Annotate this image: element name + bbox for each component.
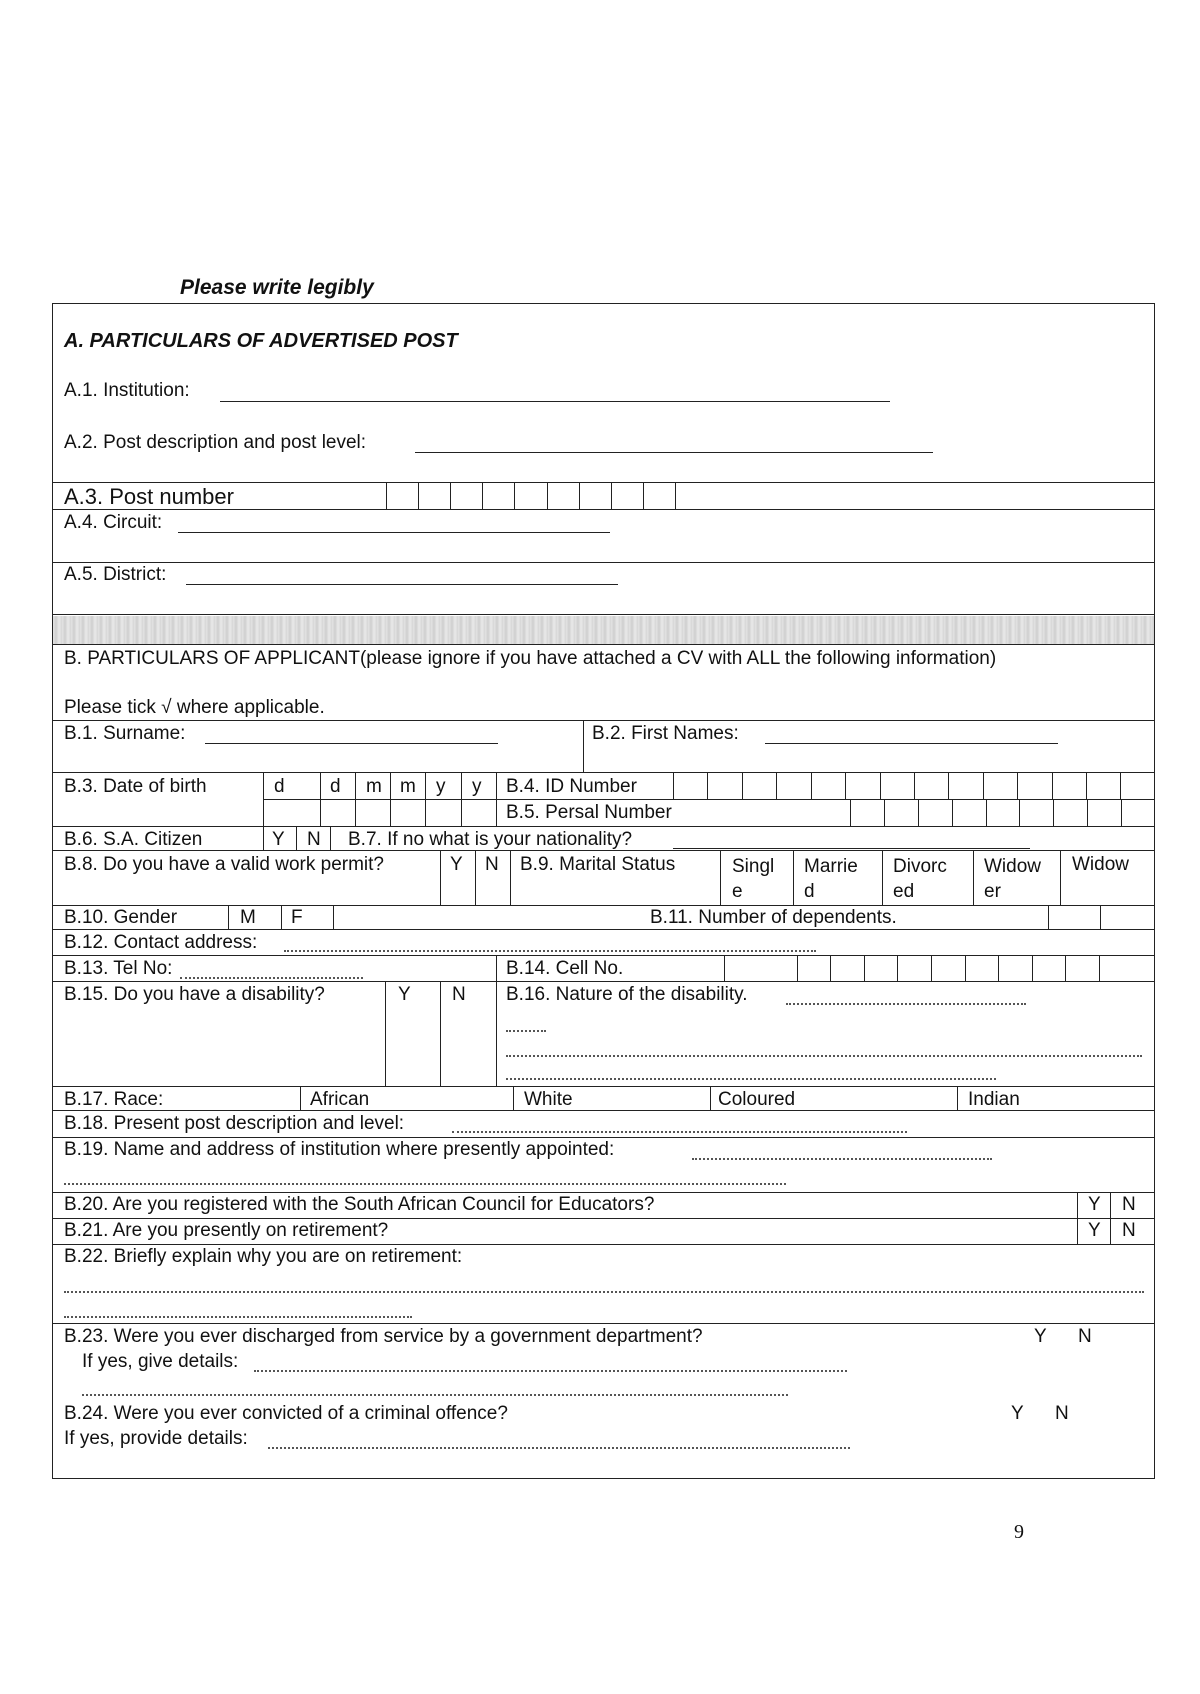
present-post-field[interactable]: [452, 1131, 907, 1133]
sace-yes-box[interactable]: Y: [1088, 1194, 1101, 1215]
institution-label: A.1. Institution:: [64, 380, 190, 401]
post-description-field[interactable]: [415, 452, 933, 453]
nationality-field[interactable]: [673, 848, 1030, 849]
marital-option-divorced[interactable]: Divorc ed: [893, 856, 947, 902]
present-institution-field[interactable]: [692, 1158, 992, 1160]
id-number-boxes[interactable]: [673, 772, 1155, 799]
permit-yes-box[interactable]: Y: [450, 854, 463, 875]
disability-nature-label: B.16. Nature of the disability.: [506, 984, 748, 1005]
marital-status-label: B.9. Marital Status: [520, 854, 676, 875]
permit-no-box[interactable]: N: [485, 854, 499, 875]
circuit-label: A.4. Circuit:: [64, 512, 163, 533]
convicted-no-option[interactable]: N: [1055, 1403, 1069, 1424]
post-number-label: A.3. Post number: [64, 484, 234, 509]
section-divider-band: [53, 616, 1154, 644]
dob-label: B.3. Date of birth: [64, 776, 207, 797]
section-b-heading: B. PARTICULARS OF APPLICANT(please ignore if you have attached a CV with ALL the following information): [64, 648, 997, 669]
dependents-box[interactable]: [1049, 906, 1099, 928]
dob-cell-m1[interactable]: m: [366, 776, 382, 797]
first-names-field[interactable]: [765, 743, 1058, 744]
surname-label: B.1. Surname:: [64, 723, 186, 744]
contact-address-label: B.12. Contact address:: [64, 932, 258, 953]
sace-question: B.20. Are you registered with the South African Council for Educators?: [64, 1194, 655, 1215]
present-institution-label: B.19. Name and address of institution where presently appointed:: [64, 1139, 615, 1160]
retirement-no-box[interactable]: N: [1122, 1220, 1136, 1241]
district-label: A.5. District:: [64, 564, 167, 585]
disability-nature-field[interactable]: [786, 1003, 1026, 1005]
discharged-details-label: If yes, give details:: [82, 1351, 239, 1372]
contact-address-field[interactable]: [284, 950, 816, 952]
discharged-no-option[interactable]: N: [1078, 1326, 1092, 1347]
post-description-label: A.2. Post description and post level:: [64, 432, 367, 453]
retirement-reason-label: B.22. Briefly explain why you are on retirement:: [64, 1246, 463, 1267]
convicted-question: B.24. Were you ever convicted of a criminal offence?: [64, 1403, 508, 1424]
race-option-african[interactable]: African: [310, 1089, 370, 1110]
dob-cell-m2[interactable]: m: [400, 776, 416, 797]
discharged-details-field[interactable]: [254, 1370, 847, 1372]
race-option-coloured[interactable]: Coloured: [718, 1089, 796, 1110]
retirement-question: B.21. Are you presently on retirement?: [64, 1220, 389, 1241]
convicted-details-field[interactable]: [268, 1447, 850, 1449]
citizen-no-box[interactable]: N: [307, 829, 321, 850]
circuit-field[interactable]: [178, 532, 610, 533]
dob-cell-d1[interactable]: d: [274, 776, 285, 797]
first-names-label: B.2. First Names:: [592, 723, 739, 744]
discharged-question: B.23. Were you ever discharged from service by a government department?: [64, 1326, 703, 1347]
nationality-label: B.7. If no what is your nationality?: [348, 829, 633, 850]
race-option-indian[interactable]: Indian: [968, 1089, 1020, 1110]
tel-no-field[interactable]: [180, 977, 363, 979]
marital-option-single[interactable]: Singl e: [732, 856, 775, 902]
dob-cell-y2[interactable]: y: [472, 776, 482, 797]
race-label: B.17. Race:: [64, 1089, 164, 1110]
id-number-label: B.4. ID Number: [506, 776, 637, 797]
post-number-boxes[interactable]: [386, 483, 676, 510]
present-post-label: B.18. Present post description and level:: [64, 1113, 405, 1134]
tel-no-label: B.13. Tel No:: [64, 958, 173, 979]
dob-cell-y1[interactable]: y: [436, 776, 446, 797]
legibility-note: Please write legibly: [180, 276, 374, 299]
citizen-label: B.6. S.A. Citizen: [64, 829, 203, 850]
persal-number-label: B.5. Persal Number: [506, 802, 672, 823]
page-number: 9: [1014, 1521, 1024, 1543]
marital-option-widower[interactable]: Widow er: [984, 856, 1042, 902]
cell-no-boxes[interactable]: [724, 955, 1100, 981]
tick-note: Please tick √ where applicable.: [64, 697, 325, 718]
district-field[interactable]: [186, 584, 618, 585]
discharged-yes-option[interactable]: Y: [1034, 1326, 1047, 1347]
convicted-yes-option[interactable]: Y: [1011, 1403, 1024, 1424]
work-permit-label: B.8. Do you have a valid work permit?: [64, 854, 384, 875]
sace-no-box[interactable]: N: [1122, 1194, 1136, 1215]
disability-yes-box[interactable]: Y: [398, 984, 411, 1005]
retirement-reason-field[interactable]: [64, 1291, 1144, 1293]
retirement-yes-box[interactable]: Y: [1088, 1220, 1101, 1241]
dob-cell-d2[interactable]: d: [330, 776, 341, 797]
institution-field[interactable]: [220, 401, 890, 402]
surname-field[interactable]: [205, 743, 498, 744]
citizen-yes-box[interactable]: Y: [272, 829, 285, 850]
cell-no-label: B.14. Cell No.: [506, 958, 624, 979]
section-a-heading: A. PARTICULARS OF ADVERTISED POST: [64, 330, 458, 352]
marital-option-widow[interactable]: Widow: [1072, 854, 1130, 875]
persal-number-boxes[interactable]: [850, 799, 1155, 826]
dependents-label: B.11. Number of dependents.: [650, 907, 897, 928]
marital-option-married[interactable]: Marrie d: [804, 856, 858, 902]
gender-female-box[interactable]: F: [291, 907, 303, 928]
gender-label: B.10. Gender: [64, 907, 178, 928]
convicted-details-label: If yes, provide details:: [64, 1428, 248, 1449]
race-option-white[interactable]: White: [524, 1089, 573, 1110]
disability-label: B.15. Do you have a disability?: [64, 984, 325, 1005]
gender-male-box[interactable]: M: [240, 907, 256, 928]
disability-no-box[interactable]: N: [452, 984, 466, 1005]
